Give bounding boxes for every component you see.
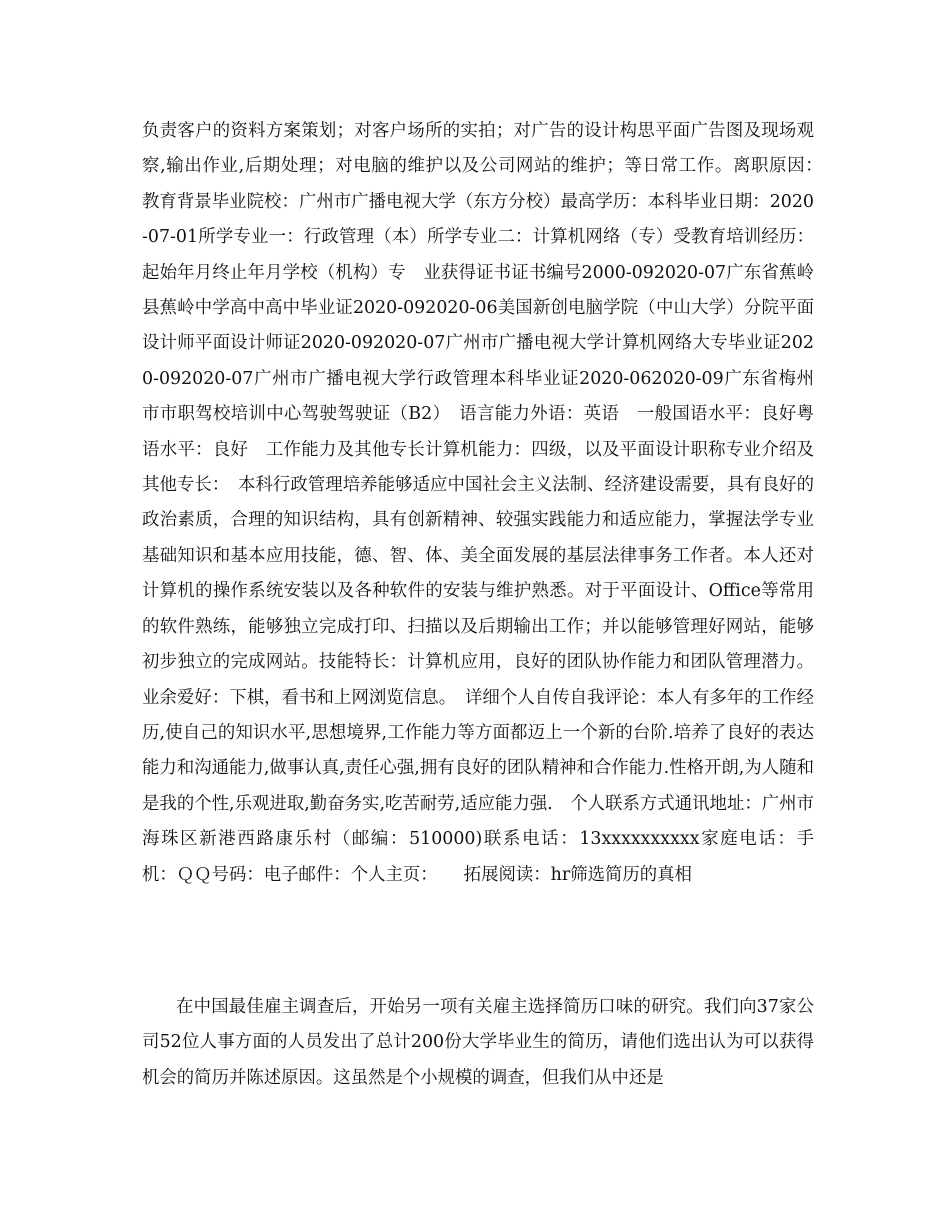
article-paragraph: 在中国最佳雇主调查后，开始另一项有关雇主选择简历口味的研究。我们向37家公司52位人事方面的人员发出了总计200份大学毕业生的简历，请他们选出认为可以获得机会的简历并陈述原因。这虽然是个小规模的调查，但我们从中还是 (142, 997, 814, 1088)
resume-paragraph: 负责客户的资料方案策划；对客户场所的实拍；对广告的设计构思平面广告图及现场观察,输出作业,后期处理；对电脑的维护以及公司网站的维护；等日常工作。离职原因： 教育背景毕业院校：广州市广播电视大学（东方分校）最高学历：本科毕业日期：2020-07-01所学专业一：行政管理（本）所学专业二：计算机网络（专）受教育培训经历：起始年月终止年月学校（机构）专 业获得证书证书编号2000-092020-07广东省蕉岭县蕉岭中学高中高中毕业证2020-092020-06美国新创电脑学院（中山大学）分院平面设计师平面设计师证2020-092020-07广州市广播电视大学计算机网络大专毕业证2020-092020-07广州市广播电视大学行政管理本科毕业证2020-062020-09广东省梅州市市职驾校培训中心驾驶驾驶证（B2） 语言能力外语：英语 一般国语水平：良好粤语水平：良好 工作能力及其他专长计算机能力：四级，以及平面设计职称专业介绍及其他专长： 本科行政管理培养能够适应中国社会主义法制、经济建设需要，具有良好的政治素质，合理的知识结构，具有创新精神、较强实践能力和适应能力，掌握法学专业基础知识和基本应用技能，德、智、体、美全面发展的基层法律事务工作者。本人还对计算机的操作系统安装以及各种软件的安装与维护熟悉。对于平面设计、Office等常用的软件熟练，能够独立完成打印、扫描以及后期输出工作；并以能够管理好网站，能够初步独立的完成网站。技能特长：计算机应用，良好的团队协作能力和团队管理潜力。业余爱好：下棋，看书和上网浏览信息。 详细个人自传自我评论：本人有多年的工作经历,使自己的知识水平,思想境界,工作能力等方面都迈上一个新的台阶.培养了良好的表达能力和沟通能力,做事认真,责任心强,拥有良好的团队精神和合作能力.性格开朗,为人随和是我的个性,乐观进取,勤奋务实,吃苦耐劳,适应能力强. 个人联系方式通讯地址：广州市海珠区新港西路康乐村（邮编：510000)联系电话：13xxxxxxxxxx家庭电话：手 机：ＱＱ号码：电子邮件：个人主页： 拓展阅读：hr筛选简历的真相 (142, 121, 849, 885)
